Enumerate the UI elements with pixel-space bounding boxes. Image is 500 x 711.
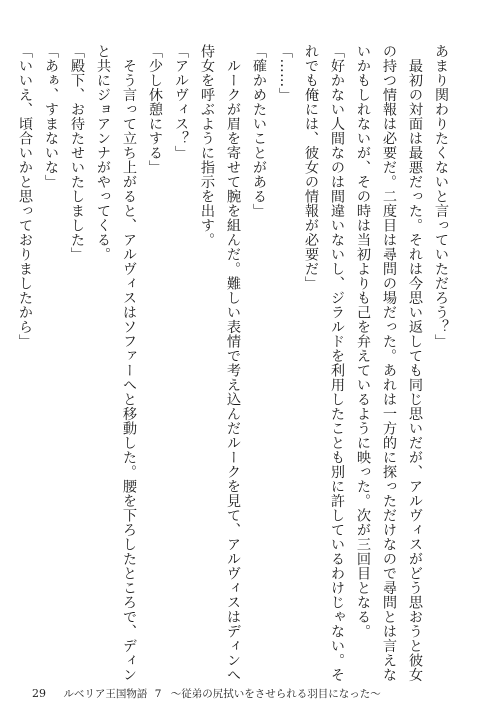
text-line: 「好かない人間なのは間違いないし、ジラルドを利用したことも別に許しているわけじゃない。そ — [329, 44, 345, 682]
text-line: ルークが眉を寄せて腕を組んだ。難しい表情で考え込んだルークを見て、アルヴィスはディンへ — [225, 44, 241, 682]
text-line: れでも俺には、彼女の情報が必要だ」 — [303, 44, 319, 291]
text-line: あまり関わりたくないと言っていただろう？」 — [433, 44, 449, 349]
text-line: 「あぁ、すまないな」 — [43, 44, 59, 189]
text-line: 最初の対面は最悪だった。それは今思い返しても同じ思いだが、アルヴィスがどう思おうと彼女 — [407, 44, 423, 682]
text-line: の持つ情報は必要だ。二度目は尋問の場だった。あれは一方的に探っただけなので尋問とは言えな — [381, 44, 397, 682]
text-line: そう言って立ち上がると、アルヴィスはソファーへと移動した。腰を下ろしたところで、ディン — [121, 44, 137, 682]
book-subtitle: ～従弟の尻拭いをさせられる羽目になった～ — [170, 688, 381, 700]
page-number: 29 — [32, 687, 46, 700]
text-line: 侍女を呼ぶように指示を出す。 — [199, 44, 215, 247]
vertical-text-body — [17, 44, 454, 682]
text-line: 「少し休憩にする」 — [147, 44, 163, 175]
text-line: 「いいえ、頃合いかと思っておりましたから」 — [17, 44, 33, 349]
book-title: ルベリア王国物語 — [63, 688, 148, 700]
volume-number: 7 — [154, 688, 162, 700]
page-footer — [32, 688, 381, 700]
text-line: 「……」 — [277, 44, 293, 102]
text-line: 「確かめたいことがある」 — [251, 44, 267, 218]
text-line: いかもしれないが、その時は当初よりも己を弁えているように映った。次が三回目となる。 — [355, 44, 371, 639]
text-line: 「殿下、お待たせいたしました」 — [69, 44, 85, 262]
text-line: と共にジョアンナがやってくる。 — [95, 44, 111, 262]
text-line: 「アルヴィス？」 — [173, 44, 189, 160]
